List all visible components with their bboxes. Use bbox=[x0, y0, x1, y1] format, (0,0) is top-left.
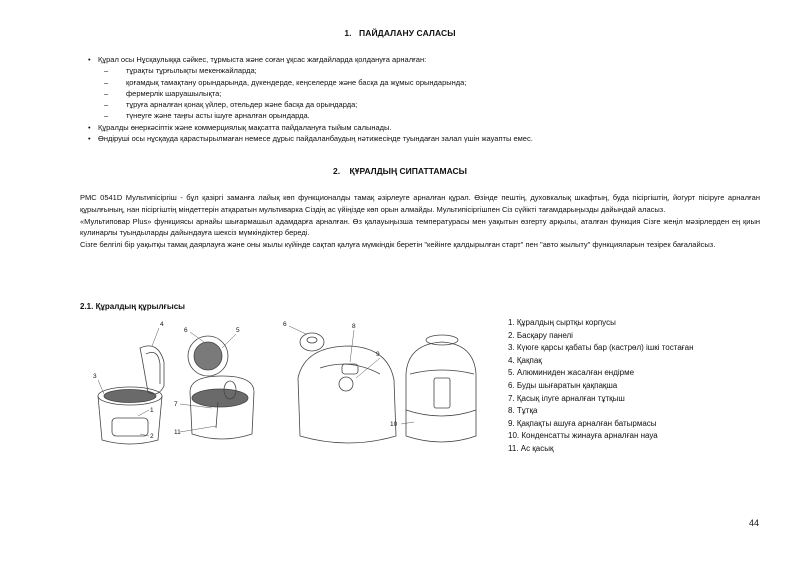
usage-bullet-2: • Құралды өнеркәсіптік және коммерциялық мақсатта пайдалануға тыйым салынады. bbox=[88, 122, 748, 133]
cooker-closed-drawing bbox=[298, 333, 396, 443]
part-item: 2. Басқару панелі bbox=[508, 330, 573, 340]
figure-label: 9 bbox=[376, 351, 380, 358]
figure-label: 1 bbox=[150, 407, 154, 414]
figure-label: 8 bbox=[352, 323, 356, 330]
part-item: 6. Буды шығаратын қақпақша bbox=[508, 380, 618, 390]
description-text bbox=[80, 192, 760, 251]
parts-list bbox=[508, 317, 694, 456]
description-paragraph-2: «Мультиповар Plus» функциясы арнайы шығармашыл адамдарға арналған. Өз қалауыңызша температурасы мен уақытын өзгерту арқылы, аталған функция Сізге жеңіл мәзірлерден ең қиын кулинарлы туындыларды дайындауға шексіз мүмкіндіктер береді. bbox=[80, 216, 760, 238]
description-paragraph-3: Сізге белгілі бір уақытқы тамақ даярлауға және оны жылы күйінде сақтап қалуға мүмкіндік беретін "кейінге қалдырылған старт" пен "авто жылыту" функцияларын тезірек бағалайсыз. bbox=[80, 240, 716, 250]
cooker-lid-open-drawing bbox=[188, 336, 254, 439]
figure-label: 2 bbox=[150, 433, 154, 440]
sub-list-item: – қоғамдық тамақтану орындарында, дүкендерде, кеңселерде және басқа да жұмыс орындарында; bbox=[98, 77, 748, 88]
part-item: 1. Құралдың сыртқы корпусы bbox=[508, 318, 616, 327]
section-2-heading: 2. ҚҰРАЛДЫҢ СИПАТТАМАСЫ bbox=[333, 166, 467, 176]
part-item: 4. Қақпақ bbox=[508, 355, 542, 365]
cooker-open-drawing bbox=[98, 346, 164, 444]
section-1-heading: 1. ПАЙДАЛАНУ САЛАСЫ bbox=[344, 28, 456, 38]
sub-list-item: – тұрақты тұрғылықты мекенжайларда; bbox=[98, 65, 748, 76]
part-item: 9. Қақпақты ашуға арналған батырмасы bbox=[508, 418, 657, 428]
figure-label: 6 bbox=[283, 321, 287, 328]
figure-label: 10 bbox=[390, 421, 398, 428]
figure-label: 11 bbox=[174, 429, 181, 436]
sub-list-item: – тұруға арналған қонақ үйлер, отельдер және басқа да орындарда; bbox=[98, 99, 748, 110]
part-item: 8. Тұтқа bbox=[508, 406, 538, 416]
part-item: 11. Ас қасық bbox=[508, 443, 554, 453]
sub-list-item: – фермерлік шаруашылықта; bbox=[98, 88, 748, 99]
figure-label: 7 bbox=[174, 401, 178, 408]
sub-list-item: – түнеуге және таңғы асты ішуге арналған орындарда. bbox=[98, 110, 748, 121]
part-item: 3. Күюге қарсы қабаты бар (кастрөл) ішкі тостаған bbox=[508, 343, 694, 353]
list-item bbox=[88, 54, 748, 122]
figure-label: 4 bbox=[160, 321, 164, 328]
figure-label: 5 bbox=[236, 327, 240, 334]
usage-bullet-3: • Өндіруші осы нұсқауда қарастырылмаған немесе дұрыс пайдаланбаудың нәтижесінде туындаған залал үшін жауапты емес. bbox=[88, 133, 748, 144]
part-item: 5. Алюминиден жасалған ендірме bbox=[508, 368, 635, 378]
part-item: 10. Конденсатты жинауға арналған науа bbox=[508, 431, 658, 441]
part-item: 7. Қасық ілуге арналған тұтқыш bbox=[508, 393, 625, 403]
figure-label: 3 bbox=[93, 373, 97, 380]
usage-bullet-1: Құрал осы Нұсқаулыққа сәйкес, тұрмыста және соған ұқсас жағдайларда қолдануға арналған: bbox=[98, 55, 427, 64]
page-number: 44 bbox=[749, 518, 760, 528]
section-2-1-heading: 2.1. Құралдың құрылғысы bbox=[80, 302, 185, 311]
device-illustration bbox=[80, 318, 500, 448]
usage-sublist bbox=[98, 65, 748, 121]
description-paragraph-1: PMC 0541D Мультипісіргіш - бұл қазіргі заманға лайық көп функционалды тамақ әзірлеуге арналған құрал. Өзінде пештің, духовкалық шкафтың, буда пісіргіштің, йогурт пісіруге арналған құрылғының, нан пісіргіштің міндеттерін атқаратын мультиварка Сіздің ас үйіңізде көп орын алмайды. Мультипісіргішпен Сіз сүйікті тағамдарыңызды дайындай аласыз. bbox=[80, 193, 760, 214]
usage-list bbox=[88, 54, 748, 144]
cooker-side-drawing bbox=[406, 335, 476, 442]
figure-label: 6 bbox=[184, 327, 188, 334]
